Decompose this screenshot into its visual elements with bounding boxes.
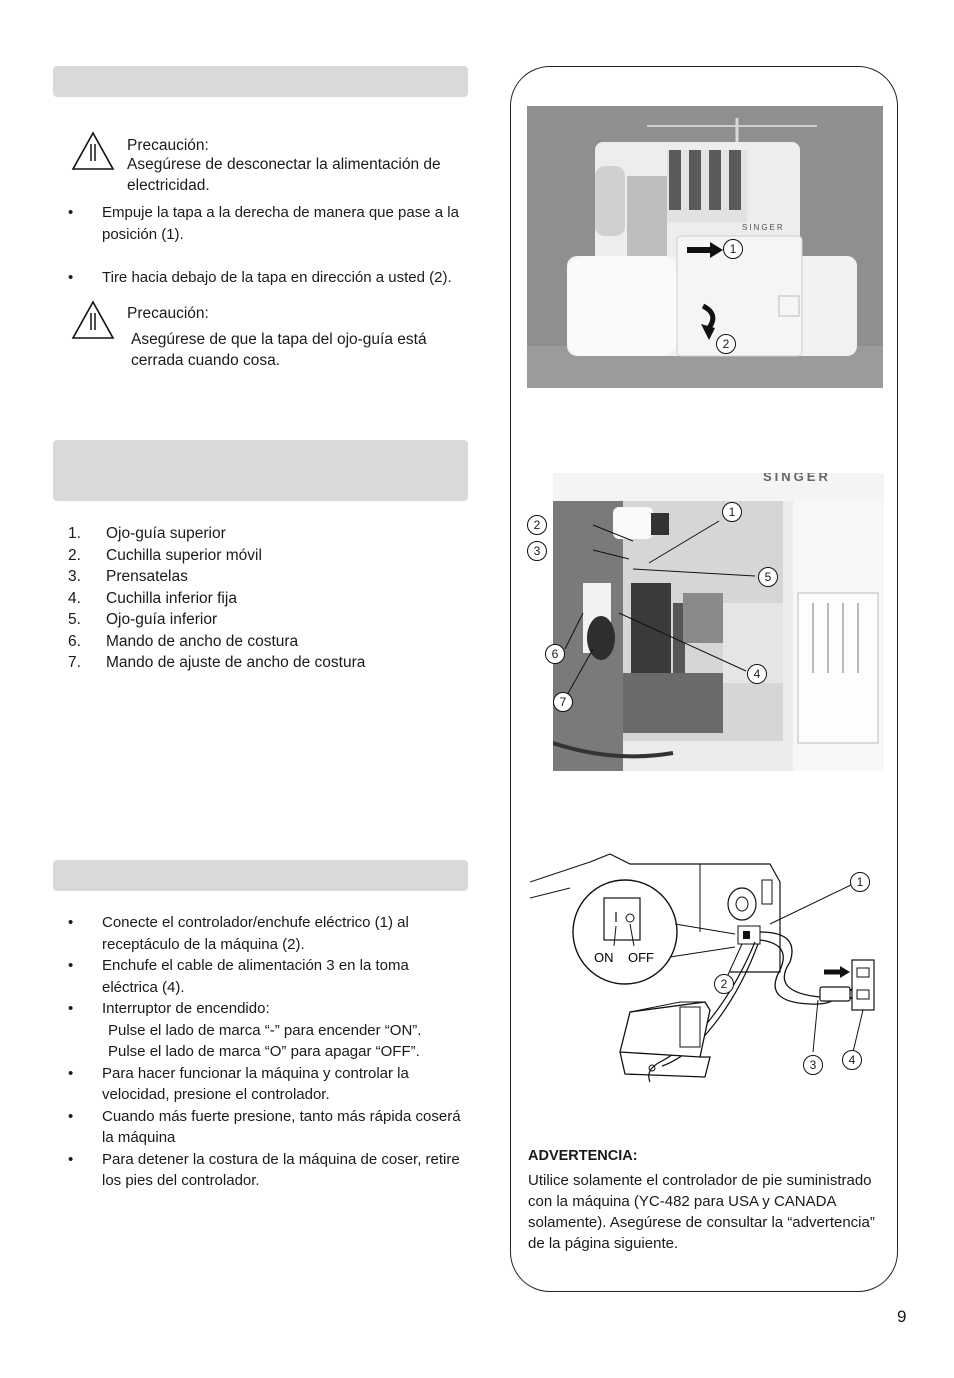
callout-1: 1: [723, 239, 743, 259]
list-item: • Para hacer funcionar la máquina y controlar la velocidad, presione el controlador.: [68, 1063, 468, 1106]
list-item: • Cuando más fuerte presione, tanto más rápida coserá la máquina: [68, 1106, 468, 1149]
list-item: 2. Cuchilla superior móvil: [68, 546, 262, 564]
cover-instructions-2: [68, 267, 478, 289]
parts-list: [68, 523, 365, 674]
caution-text: Asegúrese de desconectar la alimentación de electricidad.: [127, 156, 441, 194]
brand-logo: SINGER: [742, 223, 785, 232]
section-header-bar-2: [53, 440, 468, 501]
section-header-bar-1: [53, 66, 468, 97]
switch-off-label: OFF: [628, 950, 654, 965]
power-connection-diagram: [530, 852, 880, 1102]
callout-6: 6: [545, 644, 565, 664]
list-item: • Interruptor de encendido:: [68, 998, 468, 1020]
callout-4: 4: [842, 1050, 862, 1070]
list-item: 6. Mando de ancho de costura: [68, 632, 299, 650]
caution-text-2: Asegúrese de que la tapa del ojo-guía está cerrada cuando cosa.: [131, 331, 427, 369]
list-item: • Para detener la costura de la máquina de coser, retire los pies del controlador.: [68, 1149, 468, 1192]
warning-text: Utilice solamente el controlador de pie suministrado con la máquina (YC-482 para USA y CANADA solamente). Asegúrese de consultar la “advertencia” de la página siguiente.: [528, 1172, 875, 1252]
callout-2: 2: [714, 974, 734, 994]
section-header-bar-3: [53, 860, 468, 891]
callout-2: 2: [716, 334, 736, 354]
serger-parts-photo: [553, 473, 884, 771]
callout-4: 4: [747, 664, 767, 684]
list-item: 3. Prensatelas: [68, 568, 188, 585]
warning-triangle-icon: [71, 131, 115, 171]
caution-label-2: Precaución:: [127, 305, 209, 322]
list-item: 5. Ojo-guía inferior: [68, 611, 218, 628]
list-item: 1. Ojo-guía superior: [68, 525, 226, 542]
list-item: • Tire hacia debajo de la tapa en dirección a usted (2).: [68, 267, 478, 289]
list-item: 7. Mando de ajuste de ancho de costura: [68, 654, 366, 671]
brand-logo: SINGER: [763, 473, 831, 484]
callout-5: 5: [758, 567, 778, 587]
callout-3: 3: [803, 1055, 823, 1075]
callout-2: 2: [527, 515, 547, 535]
cover-instructions: [68, 202, 478, 245]
list-item-sub: Pulse el lado de marca “-” para encender “ON”.: [108, 1021, 422, 1039]
power-instructions: [68, 912, 468, 1192]
list-item-sub: Pulse el lado de marca “O” para apagar “OFF”.: [108, 1043, 420, 1060]
list-item: • Enchufe el cable de alimentación 3 en la toma eléctrica (4).: [68, 955, 468, 998]
callout-1: 1: [722, 502, 742, 522]
warning-title: ADVERTENCIA:: [528, 1148, 638, 1164]
callout-1: 1: [850, 872, 870, 892]
page-number: 9: [897, 1307, 907, 1326]
caution-label: Precaución:: [127, 137, 209, 154]
list-item: 4. Cuchilla inferior fija: [68, 589, 237, 607]
warning-triangle-icon: [71, 300, 115, 340]
serger-cover-photo: [527, 106, 883, 388]
switch-on-label: ON: [594, 950, 614, 965]
callout-7: 7: [553, 692, 573, 712]
callout-3: 3: [527, 541, 547, 561]
list-item: • Conecte el controlador/enchufe eléctrico (1) al receptáculo de la máquina (2).: [68, 912, 468, 955]
list-item: • Empuje la tapa a la derecha de manera que pase a la posición (1).: [68, 202, 478, 245]
